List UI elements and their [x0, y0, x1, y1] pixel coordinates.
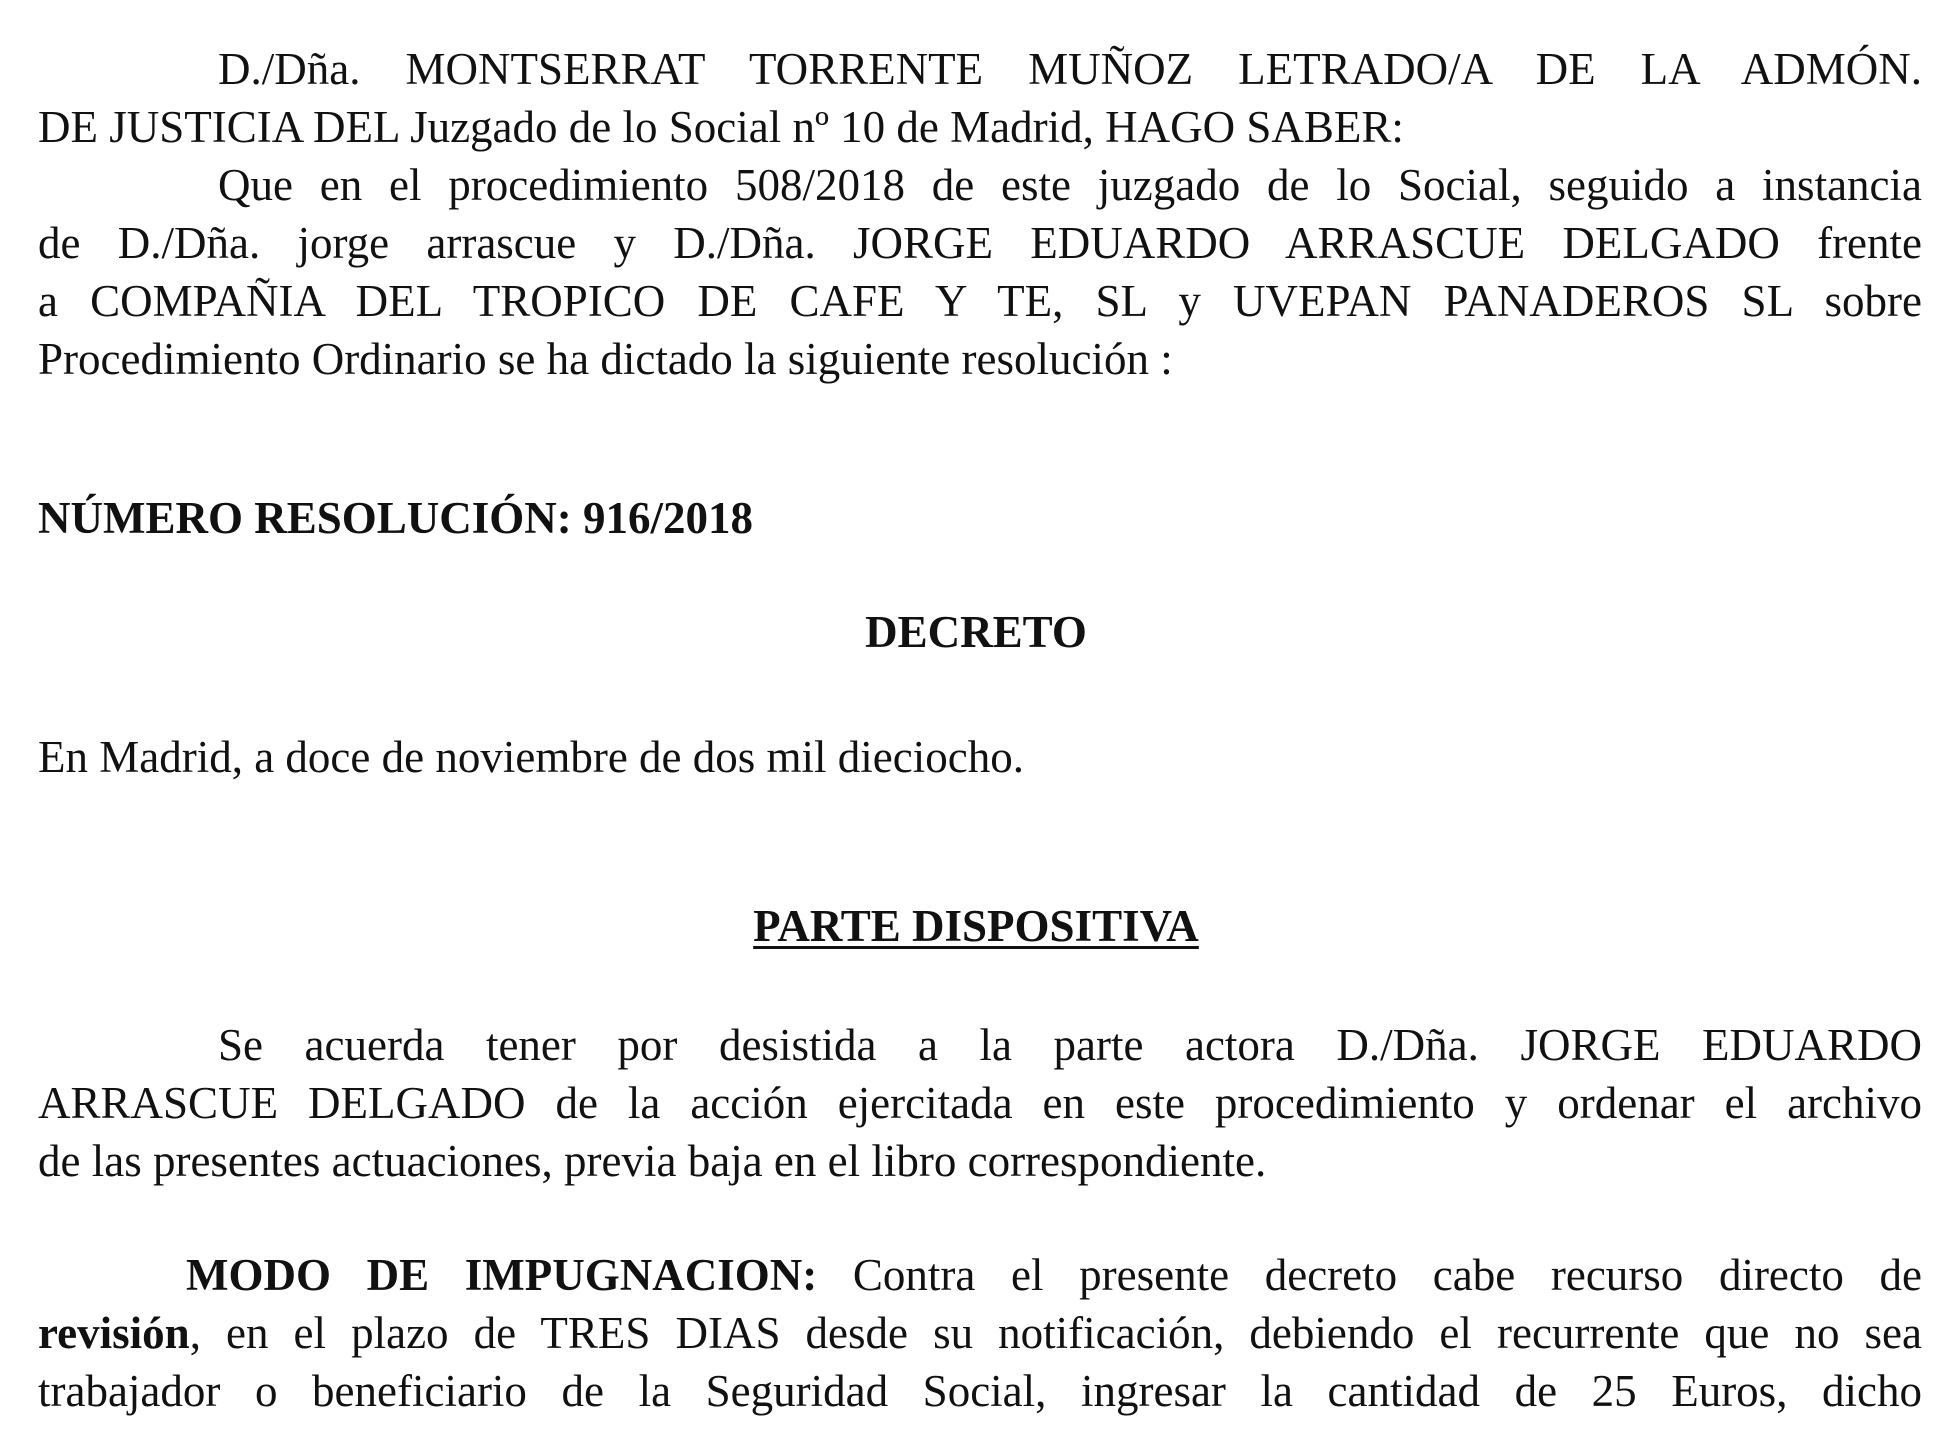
challenge-line-1-text: Contra el presente decreto cabe recurso directo de: [817, 1250, 1923, 1300]
operative-title: [0, 900, 1952, 952]
place-date-paragraph: [38, 728, 1922, 786]
intro-paragraph: [38, 40, 1922, 156]
procedure-paragraph: [38, 156, 1922, 388]
challenge-paragraph: [38, 1246, 1922, 1420]
procedure-line-1: Que en el procedimiento 508/2018 de este juzgado de lo Social, seguido a instancia: [218, 160, 1922, 210]
challenge-line-3: trabajador o beneficiario de la Seguridad Social, ingresar la cantidad de 25 Euros, dicho: [38, 1366, 1922, 1416]
operative-paragraph: [38, 1016, 1922, 1190]
challenge-label: MODO DE IMPUGNACION:: [186, 1250, 818, 1300]
intro-line-1: D./Dña. MONTSERRAT TORRENTE MUÑOZ LETRADO/A DE LA ADMÓN.: [218, 44, 1922, 94]
challenge-line-2-text: , en el plazo de TRES DIAS desde su notificación, debiendo el recurrente que no sea: [189, 1308, 1922, 1358]
resolution-number: NÚMERO RESOLUCIÓN: 916/2018: [38, 493, 754, 543]
operative-title-text: PARTE DISPOSITIVA: [753, 901, 1199, 951]
decree-title: DECRETO: [865, 607, 1087, 657]
intro-line-2: DE JUSTICIA DEL Juzgado de lo Social nº 10 de Madrid, HAGO SABER:: [38, 102, 1404, 152]
operative-line-3: de las presentes actuaciones, previa baja en el libro correspondiente.: [38, 1136, 1267, 1186]
challenge-line-2: [38, 1304, 1922, 1362]
place-date: En Madrid, a doce de noviembre de dos mil dieciocho.: [38, 732, 1024, 782]
operative-line-1: Se acuerda tener por desistida a la parte actora D./Dña. JORGE EDUARDO: [218, 1020, 1922, 1070]
procedure-line-4: Procedimiento Ordinario se ha dictado la siguiente resolución :: [38, 334, 1173, 384]
challenge-line-1: [38, 1246, 1922, 1304]
operative-line-2: ARRASCUE DELGADO de la acción ejercitada en este procedimiento y ordenar el archivo: [38, 1078, 1922, 1128]
challenge-revision-word: revisión: [38, 1308, 190, 1358]
procedure-line-3: a COMPAÑIA DEL TROPICO DE CAFE Y TE, SL y UVEPAN PANADEROS SL sobre: [38, 276, 1922, 326]
procedure-line-2: de D./Dña. jorge arrascue y D./Dña. JORGE EDUARDO ARRASCUE DELGADO frente: [38, 218, 1922, 268]
